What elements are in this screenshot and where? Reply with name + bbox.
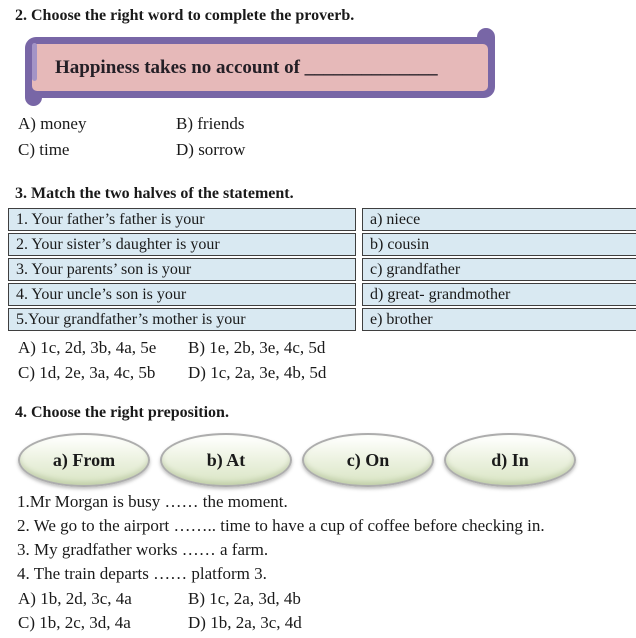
match-right-cell: b) cousin [362,233,636,256]
q4-option-c[interactable]: C) 1b, 2c, 3d, 4a [18,613,131,632]
table-row [8,233,636,256]
preposition-button-label: c) On [346,449,390,470]
q2-option-a[interactable]: A) money [18,114,87,133]
table-row [8,208,636,231]
q4-options [18,587,636,635]
match-left-cell: 4. Your uncle’s son is your [8,283,356,306]
table-row [8,283,636,306]
match-right-cell: e) brother [362,308,636,331]
match-right-cell: c) grandfather [362,258,636,281]
q2-options [18,112,636,162]
q3-option-c[interactable]: C) 1d, 2e, 3a, 4c, 5b [18,363,156,382]
match-table [2,206,636,333]
table-row [8,258,636,281]
match-right-cell: d) great- grandmother [362,283,636,306]
q3-options [18,335,636,385]
question-3-title: 3. Match the two halves of the statement. [15,185,294,202]
q4-sentence-2: 2. We go to the airport …….. time to have a cup of coffee before checking in. [17,516,545,535]
q4-sentence-3: 3. My gradfather works …… a farm. [17,540,269,559]
q3-option-d[interactable]: D) 1c, 2a, 3e, 4b, 5d [188,363,327,382]
q4-option-a[interactable]: A) 1b, 2d, 3c, 4a [18,589,132,608]
q4-option-b[interactable]: B) 1c, 2a, 3d, 4b [188,589,301,608]
proverb-blank: ______________ [304,56,438,78]
preposition-buttons [18,433,636,487]
q2-option-c[interactable]: C) time [18,140,70,159]
q2-option-d[interactable]: D) sorrow [176,140,246,159]
match-left-cell: 1. Your father’s father is your [8,208,356,231]
match-right-cell: a) niece [362,208,636,231]
banner-body [32,44,488,91]
q2-option-b[interactable]: B) friends [176,114,245,133]
banner-highlight-stripe [32,43,37,81]
question-4-title: 4. Choose the right preposition. [15,404,229,421]
q4-sentence-4: 4. The train departs …… platform 3. [17,564,267,583]
match-left-cell: 2. Your sister’s daughter is your [8,233,356,256]
preposition-button-on[interactable] [302,433,434,487]
preposition-button-label: a) From [52,449,116,470]
preposition-button-label: b) At [206,449,246,470]
preposition-button-label: d) In [491,449,529,470]
proverb-banner [25,28,495,106]
preposition-button-from[interactable] [18,433,150,487]
table-row [8,308,636,331]
question-2-title: 2. Choose the right word to complete the proverb. [15,7,355,24]
match-left-cell: 5.Your grandfather’s mother is your [8,308,356,331]
q3-option-a[interactable]: A) 1c, 2d, 3b, 4a, 5e [18,338,157,357]
proverb-text [55,57,438,79]
proverb-prefix: Happiness takes no account of [55,56,305,78]
q4-option-d[interactable]: D) 1b, 2a, 3c, 4d [188,613,302,632]
q4-sentence-1: 1.Mr Morgan is busy …… the moment. [17,492,288,511]
q4-sentences [17,490,636,586]
q3-option-b[interactable]: B) 1e, 2b, 3e, 4c, 5d [188,338,326,357]
preposition-button-in[interactable] [444,433,576,487]
preposition-button-at[interactable] [160,433,292,487]
match-left-cell: 3. Your parents’ son is your [8,258,356,281]
banner-frame [25,37,495,98]
